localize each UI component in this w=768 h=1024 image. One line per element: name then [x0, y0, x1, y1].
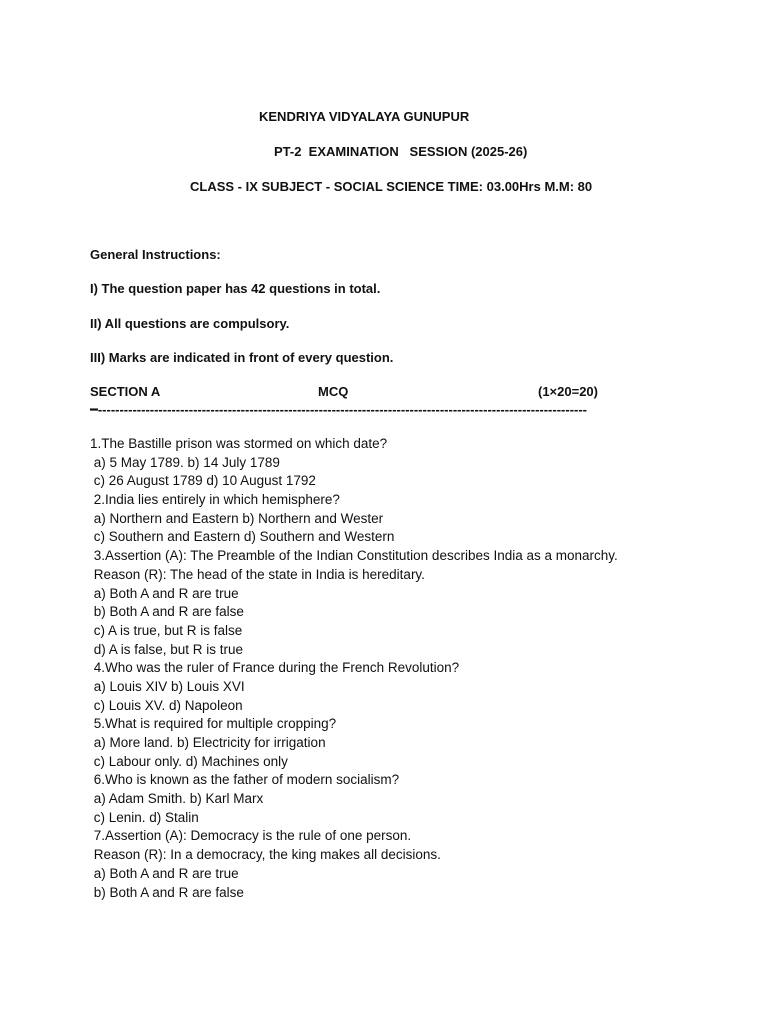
question-line: 7.Assertion (A): Democracy is the rule of one person.: [90, 828, 412, 844]
section-name: SECTION A: [90, 384, 161, 399]
class-subject-line: CLASS - IX SUBJECT - SOCIAL SCIENCE TIME: 03.00Hrs M.M: 80: [190, 179, 593, 194]
question-line: Reason (R): In a democracy, the king makes all decisions.: [90, 847, 441, 863]
exam-title: PT-2 EXAMINATION SESSION (2025-26): [274, 144, 528, 159]
instruction-item-1: I) The question paper has 42 questions in total.: [90, 281, 381, 296]
section-marks: (1×20=20): [538, 384, 598, 399]
question-line: 2.India lies entirely in which hemisphere?: [90, 492, 340, 508]
question-line: 1.The Bastille prison was stormed on which date?: [90, 436, 388, 451]
question-line: d) A is false, but R is true: [90, 641, 244, 657]
instruction-item-3: III) Marks are indicated in front of every question.: [90, 350, 394, 365]
question-line: a) Louis XIV b) Louis XVI: [90, 678, 245, 694]
question-line: a) Adam Smith. b) Karl Marx: [90, 791, 264, 807]
question-line: c) Louis XV. d) Napoleon: [90, 697, 243, 713]
question-line: a) More land. b) Electricity for irrigation: [90, 735, 326, 750]
question-line: c) Southern and Eastern d) Southern and Western: [90, 529, 395, 545]
question-line: a) Northern and Eastern b) Northern and Wester: [90, 510, 384, 526]
question-line: b) Both A and R are false: [90, 884, 244, 900]
question-line: c) Labour only. d) Machines only: [90, 753, 288, 769]
question-line: Reason (R): The head of the state in India is hereditary.: [90, 566, 425, 582]
question-line: a) 5 May 1789. b) 14 July 1789: [90, 454, 280, 470]
school-name: KENDRIYA VIDYALAYA GUNUPUR: [259, 109, 470, 124]
question-line: b) Both A and R are false: [90, 604, 244, 620]
question-line: 3.Assertion (A): The Preamble of the Indian Constitution describes India as a monarchy.: [90, 548, 618, 564]
question-line: c) A is true, but R is false: [90, 622, 243, 638]
section-type: MCQ: [318, 384, 349, 399]
question-line: 4.Who was the ruler of France during the French Revolution?: [90, 660, 460, 676]
question-list: [90, 435, 690, 902]
question-line: 6.Who is known as the father of modern socialism?: [90, 772, 400, 788]
question-line: 5.What is required for multiple cropping?: [90, 716, 337, 732]
instructions-heading: General Instructions:: [90, 247, 221, 262]
instruction-item-2: II) All questions are compulsory.: [90, 316, 290, 331]
question-line: a) Both A and R are true: [90, 865, 239, 881]
question-line: c) 26 August 1789 d) 10 August 1792: [90, 473, 316, 489]
question-line: a) Both A and R are true: [90, 585, 239, 601]
question-line: c) Lenin. d) Stalin: [90, 809, 199, 825]
section-divider: ━-----------------------------------------------------------------------------------------------------------------: [90, 402, 588, 417]
section-header: [90, 384, 630, 400]
